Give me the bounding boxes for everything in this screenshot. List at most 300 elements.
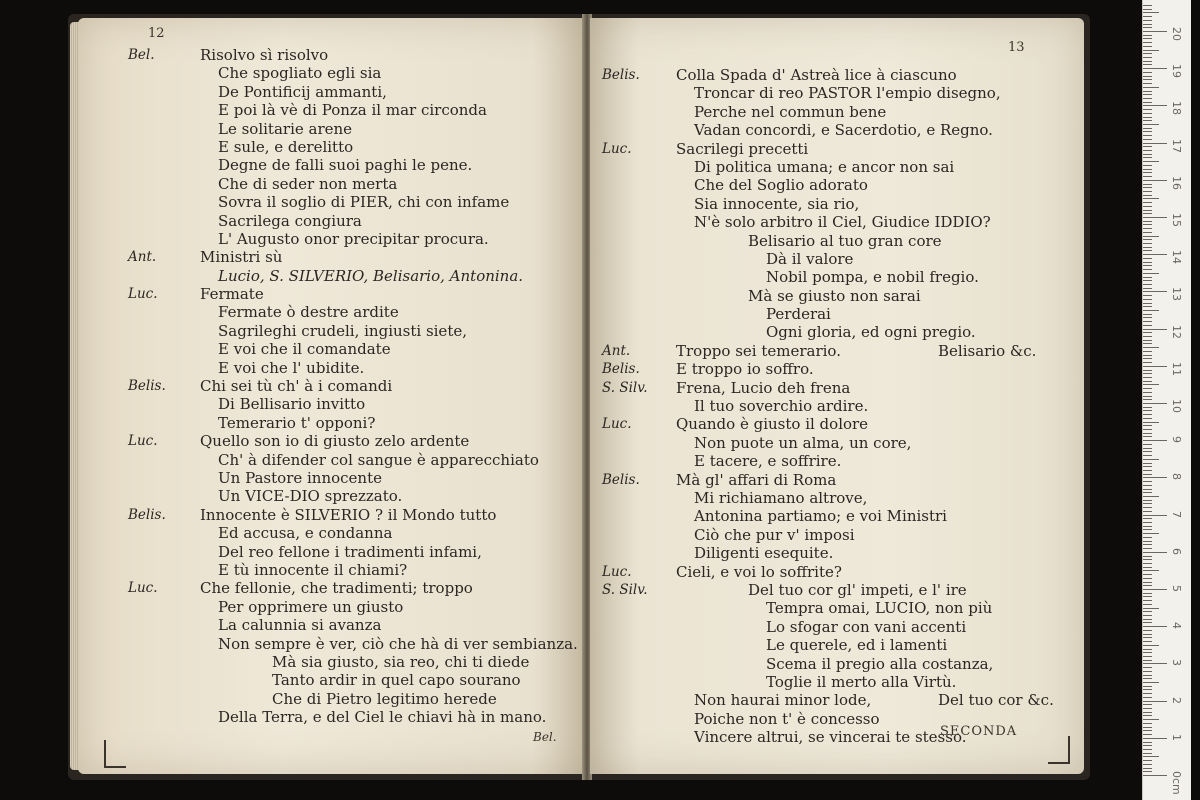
ruler-tick bbox=[1143, 719, 1159, 720]
ruler-tick bbox=[1143, 477, 1167, 478]
ruler-tick bbox=[1143, 660, 1152, 661]
speaker-label: Ant. bbox=[128, 249, 157, 266]
ruler-tick bbox=[1143, 742, 1152, 743]
ruler-tick bbox=[1143, 619, 1152, 620]
ruler-tick bbox=[1143, 258, 1152, 259]
ruler-tick bbox=[1143, 124, 1159, 125]
ruler-tick bbox=[1143, 94, 1152, 95]
verse-text: Risolvo sì risolvo bbox=[200, 46, 329, 64]
speaker-label: Luc. bbox=[602, 563, 632, 580]
verse-text: Chi sei tù ch' à i comandi bbox=[200, 377, 393, 396]
ruler-tick bbox=[1143, 221, 1152, 222]
ruler-tick bbox=[1143, 277, 1152, 278]
ruler-tick bbox=[1143, 429, 1152, 430]
ruler-tick bbox=[1143, 120, 1152, 121]
verse-text: E sule, e derelitto bbox=[218, 137, 354, 156]
ruler-tick bbox=[1143, 64, 1152, 65]
verse-text: Ciò che pur v' imposi bbox=[694, 525, 855, 544]
ruler-tick bbox=[1143, 604, 1152, 605]
aria-reprise-reference: Del tuo cor &c. bbox=[938, 691, 1054, 710]
ruler-tick bbox=[1143, 38, 1152, 39]
ruler-tick bbox=[1143, 663, 1167, 664]
speaker-label: Belis. bbox=[602, 471, 640, 488]
ruler-tick bbox=[1143, 622, 1152, 623]
ruler-number: 9 bbox=[1170, 436, 1183, 444]
verse-text: Ed accusa, e condanna bbox=[218, 524, 393, 543]
ruler-tick bbox=[1143, 463, 1152, 464]
ruler-tick bbox=[1143, 570, 1159, 571]
ruler-tick bbox=[1143, 507, 1152, 508]
speaker-label: S. Silv. bbox=[602, 379, 648, 396]
ruler-tick bbox=[1143, 410, 1152, 411]
ruler-tick bbox=[1143, 195, 1152, 196]
ruler-tick bbox=[1143, 541, 1152, 542]
ruler-tick bbox=[1143, 35, 1152, 36]
ruler-tick bbox=[1143, 589, 1167, 590]
ruler-tick bbox=[1143, 366, 1167, 367]
ruler-tick bbox=[1143, 466, 1152, 467]
ruler-tick bbox=[1143, 630, 1152, 631]
ruler-tick bbox=[1143, 675, 1152, 676]
verse-text: Del reo fellone i tradimenti infami, bbox=[218, 542, 482, 561]
ruler-tick bbox=[1143, 146, 1152, 147]
ruler-tick bbox=[1143, 708, 1152, 709]
ruler-tick bbox=[1143, 347, 1159, 348]
verse-text: Non sempre è ver, ciò che hà di ver sembianza. bbox=[218, 634, 578, 653]
ruler-tick bbox=[1143, 210, 1152, 211]
verse-text: Sagrileghi crudeli, ingiusti siete, bbox=[218, 321, 467, 340]
ruler-tick bbox=[1143, 317, 1152, 318]
ruler-tick bbox=[1143, 656, 1152, 657]
ruler-tick bbox=[1143, 91, 1152, 92]
verse-text: Degne de falli suoi paghi le pene. bbox=[218, 156, 473, 175]
verse-text: Un VICE-DIO sprezzato. bbox=[218, 487, 403, 506]
ruler-tick bbox=[1143, 689, 1152, 690]
ruler-tick bbox=[1143, 154, 1152, 155]
ruler-tick bbox=[1143, 206, 1152, 207]
verse-text: Mi richiamano altrove, bbox=[694, 488, 868, 507]
ruler-tick bbox=[1143, 585, 1152, 586]
verse-text: E tacere, e soffrire. bbox=[694, 452, 842, 471]
verse-text: La calunnia si avanza bbox=[218, 616, 382, 635]
verse-text: Poiche non t' è concesso bbox=[694, 709, 880, 728]
speaker-label: Belis. bbox=[128, 506, 166, 523]
ruler-tick bbox=[1143, 753, 1152, 754]
ruler-tick bbox=[1143, 27, 1152, 28]
ruler-tick bbox=[1143, 135, 1152, 136]
ruler-tick bbox=[1143, 771, 1152, 772]
verse-text: Vincere altrui, se vincerai te stesso. bbox=[694, 728, 967, 747]
verse-text: Che del Soglio adorato bbox=[694, 176, 868, 195]
verse-text: Ministri sù bbox=[200, 248, 283, 267]
verse-text: Cieli, e voi lo soffrite? bbox=[676, 562, 842, 581]
speaker-label: Belis. bbox=[602, 67, 640, 83]
verse-text: Che spogliato egli sia bbox=[218, 64, 382, 83]
ruler-tick bbox=[1143, 202, 1152, 203]
ruler-tick bbox=[1143, 273, 1159, 274]
ruler-tick bbox=[1143, 87, 1159, 88]
ruler-tick bbox=[1143, 701, 1167, 702]
verse-text: Le querele, ed i lamenti bbox=[766, 636, 948, 655]
ruler-tick bbox=[1143, 61, 1152, 62]
ruler-tick bbox=[1143, 496, 1159, 497]
verse-text: Nobil pompa, e nobil fregio. bbox=[766, 268, 979, 287]
ruler-tick bbox=[1143, 678, 1152, 679]
ruler-tick bbox=[1143, 756, 1159, 757]
left-page bbox=[78, 18, 583, 774]
right-page bbox=[590, 18, 1084, 774]
ruler-tick bbox=[1143, 578, 1152, 579]
ruler-tick bbox=[1143, 310, 1159, 311]
ruler-tick bbox=[1143, 764, 1152, 765]
speaker-label: Luc. bbox=[128, 286, 158, 303]
ruler-tick bbox=[1143, 641, 1152, 642]
ruler-number: 11 bbox=[1170, 361, 1183, 376]
verse-text: Di politica umana; e ancor non sai bbox=[694, 157, 955, 176]
ruler-tick bbox=[1143, 340, 1152, 341]
ruler-tick bbox=[1143, 582, 1152, 583]
verse-text: Che di Pietro legitimo herede bbox=[272, 689, 497, 708]
speaker-label: Bel. bbox=[128, 47, 155, 63]
ruler-tick bbox=[1143, 232, 1152, 233]
ruler-tick bbox=[1143, 254, 1167, 255]
verse-text: E voi che l' ubidite. bbox=[218, 358, 365, 377]
ruler-tick bbox=[1143, 440, 1167, 441]
verse-text: Mà gl' affari di Roma bbox=[676, 470, 837, 489]
ruler-number: 7 bbox=[1170, 510, 1183, 518]
ruler-tick bbox=[1143, 265, 1152, 266]
ruler-tick bbox=[1143, 682, 1159, 683]
ruler-tick bbox=[1143, 184, 1152, 185]
ruler-tick bbox=[1143, 645, 1159, 646]
ruler-tick bbox=[1143, 314, 1152, 315]
right-page-number: 13 bbox=[1008, 40, 1025, 55]
ruler-number: 2 bbox=[1170, 696, 1183, 704]
verse-text: Sacrilega congiura bbox=[218, 211, 362, 230]
ruler-number: 16 bbox=[1170, 175, 1183, 190]
left-catchword: Bel. bbox=[533, 730, 557, 744]
ruler-tick bbox=[1143, 615, 1152, 616]
ruler-tick bbox=[1143, 217, 1167, 218]
verse-text: Lo sfogar con vani accenti bbox=[766, 617, 967, 636]
verse-text: De Pontificij ammanti, bbox=[218, 82, 387, 101]
verse-text: Che di seder non merta bbox=[218, 174, 398, 193]
ruler-tick bbox=[1143, 734, 1152, 735]
verse-text: Ch' à difender col sangue è apparecchiato bbox=[218, 450, 539, 469]
ruler-tick bbox=[1143, 727, 1152, 728]
verse-text: Della Terra, e del Ciel le chiavi hà in mano. bbox=[218, 708, 547, 727]
ruler-tick bbox=[1143, 102, 1152, 103]
ruler-tick bbox=[1143, 269, 1152, 270]
speaker-label: Luc. bbox=[602, 140, 632, 157]
ruler-tick bbox=[1143, 176, 1152, 177]
ruler-tick bbox=[1143, 459, 1159, 460]
ruler-tick bbox=[1143, 556, 1152, 557]
ruler-tick bbox=[1143, 299, 1152, 300]
ruler-tick bbox=[1143, 552, 1167, 553]
verse-text: Frena, Lucio deh frena bbox=[676, 378, 851, 397]
ruler-tick bbox=[1143, 433, 1152, 434]
ruler-tick bbox=[1143, 492, 1152, 493]
ruler-tick bbox=[1143, 295, 1152, 296]
ruler-tick bbox=[1143, 749, 1152, 750]
speaker-label: S. Silv. bbox=[602, 581, 648, 598]
ruler-tick bbox=[1143, 574, 1152, 575]
ruler-tick bbox=[1143, 224, 1152, 225]
ruler-tick bbox=[1143, 448, 1152, 449]
ruler-tick bbox=[1143, 637, 1152, 638]
ruler-tick bbox=[1143, 503, 1152, 504]
ruler-tick bbox=[1143, 362, 1152, 363]
ruler-number: 10 bbox=[1170, 399, 1183, 413]
ruler-tick bbox=[1143, 16, 1152, 17]
ruler-tick bbox=[1143, 180, 1167, 181]
ruler-tick bbox=[1143, 451, 1152, 452]
ruler-tick bbox=[1143, 474, 1152, 475]
ruler-tick bbox=[1143, 50, 1159, 51]
ruler-tick bbox=[1143, 518, 1152, 519]
verse-text: Tempra omai, LUCIO, non più bbox=[766, 599, 993, 618]
ruler-tick bbox=[1143, 236, 1159, 237]
ruler-tick bbox=[1143, 113, 1152, 114]
ruler-tick bbox=[1143, 500, 1152, 501]
verse-text: Ogni gloria, ed ogni pregio. bbox=[766, 323, 976, 342]
ruler-tick bbox=[1143, 128, 1152, 129]
ruler-number: 5 bbox=[1170, 585, 1183, 592]
ruler-tick bbox=[1143, 139, 1152, 140]
verse-text: Il tuo soverchio ardire. bbox=[694, 397, 869, 416]
ruler-tick bbox=[1143, 228, 1152, 229]
ruler-tick bbox=[1143, 42, 1152, 43]
ruler-tick bbox=[1143, 72, 1152, 73]
page-corner-mark bbox=[1048, 736, 1070, 764]
verse-text: Scema il pregio alla costanza, bbox=[766, 654, 994, 673]
ruler-tick bbox=[1143, 399, 1152, 400]
ruler-tick bbox=[1143, 515, 1167, 516]
ruler-tick bbox=[1143, 693, 1152, 694]
ruler-number: 8 bbox=[1170, 473, 1183, 481]
ruler-tick bbox=[1143, 544, 1152, 545]
ruler-tick bbox=[1143, 600, 1152, 601]
ruler-tick bbox=[1143, 109, 1152, 110]
ruler-tick bbox=[1143, 98, 1152, 99]
ruler-number: 19 bbox=[1170, 64, 1183, 79]
page-corner-mark bbox=[104, 740, 126, 768]
ruler-number: 0cm bbox=[1170, 771, 1183, 795]
ruler-tick bbox=[1143, 370, 1152, 371]
verse-text: E troppo io soffro. bbox=[676, 360, 814, 379]
ruler-tick bbox=[1143, 243, 1152, 244]
ruler-tick bbox=[1143, 563, 1152, 564]
ruler-tick bbox=[1143, 76, 1152, 77]
ruler-tick bbox=[1143, 593, 1152, 594]
ruler-tick bbox=[1143, 704, 1152, 705]
ruler-tick bbox=[1143, 172, 1152, 173]
ruler-tick bbox=[1143, 652, 1152, 653]
verse-text: Quando è giusto il dolore bbox=[676, 415, 869, 434]
ruler-tick bbox=[1143, 511, 1152, 512]
right-catchword: SECONDA bbox=[940, 724, 1018, 739]
ruler-tick bbox=[1143, 31, 1167, 32]
ruler-tick bbox=[1143, 608, 1159, 609]
ruler-tick bbox=[1143, 533, 1159, 534]
verse-text: Che fellonie, che tradimenti; troppo bbox=[200, 579, 473, 598]
ruler-number: 14 bbox=[1170, 250, 1183, 265]
ruler-tick bbox=[1143, 537, 1152, 538]
ruler-tick bbox=[1143, 291, 1167, 292]
verse-text: Di Bellisario invitto bbox=[218, 395, 366, 414]
ruler-tick bbox=[1143, 381, 1152, 382]
verse-text: Tanto ardir in quel capo sourano bbox=[272, 671, 521, 690]
ruler-tick bbox=[1143, 481, 1152, 482]
ruler-tick bbox=[1143, 425, 1152, 426]
verse-text: Un Pastore innocente bbox=[218, 468, 382, 487]
verse-text: Mà se giusto non sarai bbox=[748, 286, 921, 305]
ruler-tick bbox=[1143, 760, 1152, 761]
ruler-tick bbox=[1143, 321, 1152, 322]
verse-text: Quello son io di giusto zelo ardente bbox=[200, 432, 470, 451]
speaker-label: Luc. bbox=[128, 580, 158, 597]
measuring-ruler bbox=[1142, 0, 1191, 800]
verse-text: N'è solo arbitro il Ciel, Giudice IDDIO? bbox=[694, 213, 991, 232]
verse-text: Diligenti esequite. bbox=[694, 544, 834, 563]
ruler-tick bbox=[1143, 526, 1152, 527]
ruler-tick bbox=[1143, 161, 1159, 162]
verse-text: Non haurai minor lode, bbox=[694, 691, 872, 710]
ruler-tick bbox=[1143, 403, 1167, 404]
ruler-tick bbox=[1143, 20, 1152, 21]
ruler-tick bbox=[1143, 489, 1152, 490]
verse-text: Perche nel commun bene bbox=[694, 102, 887, 121]
ruler-number: 17 bbox=[1170, 138, 1183, 153]
ruler-tick bbox=[1143, 157, 1152, 158]
ruler-tick bbox=[1143, 306, 1152, 307]
verse-text: Troppo sei temerario. bbox=[676, 341, 841, 360]
ruler-tick bbox=[1143, 68, 1167, 69]
ruler-tick bbox=[1143, 522, 1152, 523]
ruler-tick bbox=[1143, 738, 1167, 739]
ruler-tick bbox=[1143, 5, 1152, 6]
ruler-tick bbox=[1143, 187, 1152, 188]
ruler-tick bbox=[1143, 529, 1152, 530]
verse-text: E tù innocente il chiami? bbox=[218, 560, 408, 579]
ruler-tick bbox=[1143, 596, 1152, 597]
verse-text: Mà sia giusto, sia reo, chi ti diede bbox=[272, 652, 530, 671]
ruler-tick bbox=[1143, 422, 1159, 423]
ruler-tick bbox=[1143, 213, 1152, 214]
speaker-label: Belis. bbox=[602, 361, 640, 378]
ruler-tick bbox=[1143, 407, 1152, 408]
ruler-tick bbox=[1143, 745, 1152, 746]
speaker-label: Ant. bbox=[602, 342, 631, 359]
ruler-tick bbox=[1143, 418, 1152, 419]
verse-text: Sovra il soglio di PIER, chi con infame bbox=[218, 193, 510, 212]
ruler-tick bbox=[1143, 165, 1152, 166]
ruler-tick bbox=[1143, 671, 1152, 672]
ruler-tick bbox=[1143, 143, 1167, 144]
verse-text: Fermate bbox=[200, 285, 264, 304]
ruler-tick bbox=[1143, 667, 1152, 668]
ruler-tick bbox=[1143, 83, 1152, 84]
verse-text: Del tuo cor gl' impeti, e l' ire bbox=[748, 580, 967, 599]
ruler-tick bbox=[1143, 723, 1152, 724]
verse-text: Perderai bbox=[766, 305, 831, 324]
ruler-tick bbox=[1143, 343, 1152, 344]
ruler-tick bbox=[1143, 470, 1152, 471]
verse-text: Temerario t' opponi? bbox=[218, 413, 376, 432]
ruler-tick bbox=[1143, 548, 1152, 549]
verse-text: Non puote un alma, un core, bbox=[694, 433, 912, 452]
ruler-tick bbox=[1143, 373, 1152, 374]
open-book bbox=[68, 14, 1090, 780]
ruler-tick bbox=[1143, 444, 1152, 445]
ruler-number: 13 bbox=[1170, 287, 1183, 302]
verse-text: E voi che il comandate bbox=[218, 340, 391, 359]
ruler-tick bbox=[1143, 280, 1152, 281]
ruler-tick bbox=[1143, 262, 1152, 263]
verse-text: L' Augusto onor precipitar procura. bbox=[218, 229, 489, 248]
verse-text: Troncar di reo PASTOR l'empio disegno, bbox=[694, 84, 1001, 103]
ruler-tick bbox=[1143, 730, 1152, 731]
ruler-number: 4 bbox=[1170, 622, 1183, 630]
aria-reprise-reference: Belisario &c. bbox=[938, 341, 1037, 360]
ruler-tick bbox=[1143, 388, 1152, 389]
ruler-number: 3 bbox=[1170, 659, 1183, 667]
ruler-tick bbox=[1143, 649, 1152, 650]
ruler-tick bbox=[1143, 768, 1152, 769]
ruler-tick bbox=[1143, 79, 1152, 80]
ruler-tick bbox=[1143, 697, 1152, 698]
verse-text: Sacrilegi precetti bbox=[676, 139, 809, 158]
ruler-tick bbox=[1143, 358, 1152, 359]
speaker-label: Luc. bbox=[602, 416, 632, 433]
verse-text: Sia innocente, sia rio, bbox=[694, 194, 860, 213]
ruler-tick bbox=[1143, 611, 1152, 612]
verse-text: Colla Spada d' Astreà lice à ciascuno bbox=[676, 66, 957, 84]
ruler-tick bbox=[1143, 626, 1167, 627]
ruler-tick bbox=[1143, 634, 1152, 635]
ruler-tick bbox=[1143, 384, 1159, 385]
ruler-tick bbox=[1143, 455, 1152, 456]
ruler-tick bbox=[1143, 57, 1152, 58]
ruler-tick bbox=[1143, 131, 1152, 132]
verse-text: Per opprimere un giusto bbox=[218, 597, 404, 616]
ruler-tick bbox=[1143, 336, 1152, 337]
ruler-tick bbox=[1143, 250, 1152, 251]
ruler-tick bbox=[1143, 239, 1152, 240]
ruler-tick bbox=[1143, 559, 1152, 560]
ruler-tick bbox=[1143, 105, 1167, 106]
ruler-tick bbox=[1143, 396, 1152, 397]
ruler-number: 18 bbox=[1170, 101, 1183, 116]
ruler-tick bbox=[1143, 485, 1152, 486]
ruler-tick bbox=[1143, 377, 1152, 378]
ruler-tick bbox=[1143, 775, 1167, 776]
ruler-tick bbox=[1143, 53, 1152, 54]
ruler-tick bbox=[1143, 325, 1152, 326]
ruler-tick bbox=[1143, 198, 1159, 199]
ruler-tick bbox=[1143, 24, 1152, 25]
verse-text: Vadan concordi, e Sacerdotio, e Regno. bbox=[694, 121, 993, 140]
ruler-number: 6 bbox=[1170, 547, 1183, 555]
verse-text: Toglie il merto alla Virtù. bbox=[766, 672, 957, 691]
ruler-tick bbox=[1143, 414, 1152, 415]
ruler-tick bbox=[1143, 392, 1152, 393]
ruler-tick bbox=[1143, 117, 1152, 118]
left-page-number: 12 bbox=[148, 26, 165, 41]
ruler-tick bbox=[1143, 303, 1152, 304]
verse-text: E poi là vè di Ponza il mar circonda bbox=[218, 101, 487, 120]
